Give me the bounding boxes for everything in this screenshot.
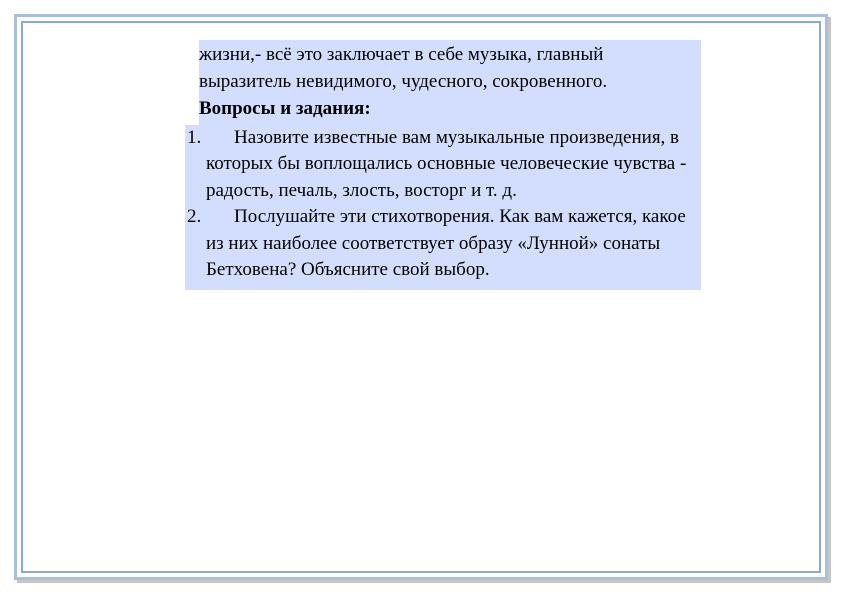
question-text-2: Послушайте эти стихотворения. Как вам кажется, какое из них наиболее соответствует образу «Лунной» сонаты Бетховена? Объясните свой выбор. xyxy=(206,206,686,280)
paragraph-tail: жизни,- всё это заключает в себе музыка, главный выразитель невидимого, чудесного, сокровенного. xyxy=(199,40,701,95)
question-item-2 xyxy=(185,204,701,284)
question-item-1 xyxy=(185,125,701,205)
question-number-2: 2. xyxy=(187,206,202,227)
slide-text-block xyxy=(185,40,701,290)
questions-list xyxy=(185,125,701,290)
questions-heading: Вопросы и задания: xyxy=(199,95,701,125)
question-text-1: Назовите известные вам музыкальные произведения, в которых бы воплощались основные человеческие чувства - радость, печаль, злость, восторг и т. д. xyxy=(206,126,687,201)
question-number-1: 1. xyxy=(187,126,202,148)
